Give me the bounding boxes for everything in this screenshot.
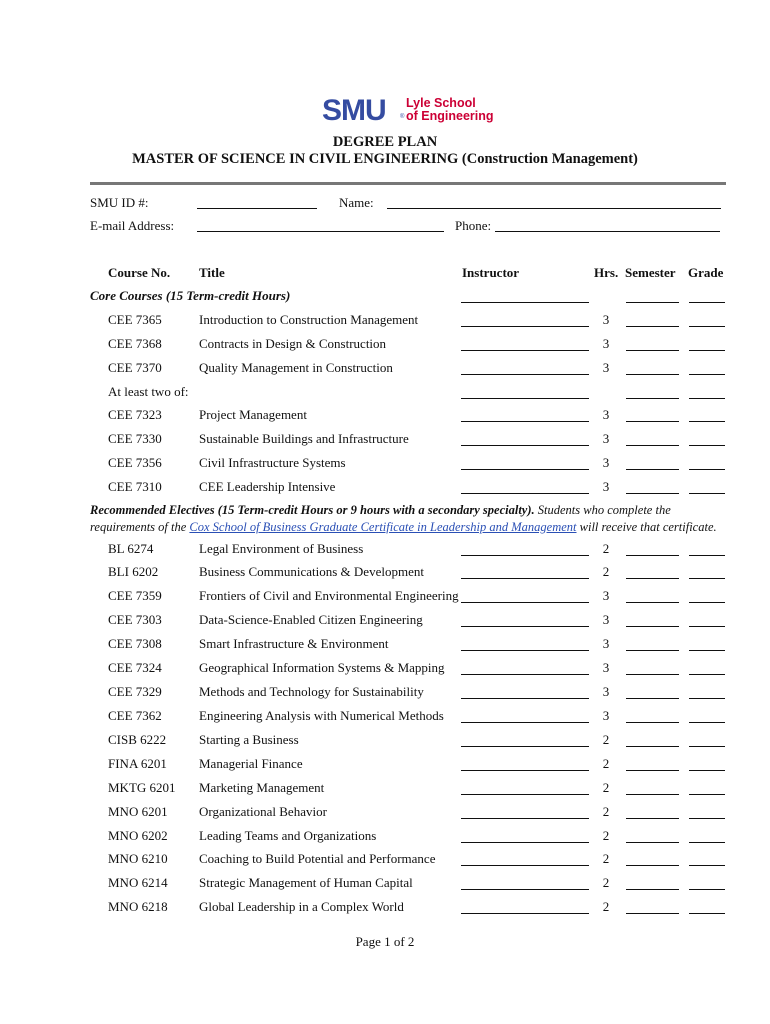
grade-blank[interactable]	[689, 398, 725, 399]
grade-blank[interactable]	[689, 889, 725, 890]
choice-heading-row	[0, 384, 770, 402]
course-hours: 3	[602, 612, 610, 627]
semester-blank[interactable]	[626, 889, 679, 890]
course-number: BLI 6202	[108, 564, 159, 579]
course-title: Frontiers of Civil and Environmental Engineering	[199, 588, 459, 603]
semester-blank[interactable]	[626, 626, 679, 627]
semester-blank[interactable]	[626, 374, 679, 375]
semester-blank[interactable]	[626, 746, 679, 747]
course-title: CEE Leadership Intensive	[199, 479, 336, 494]
instructor-blank[interactable]	[461, 913, 589, 914]
course-hours: 3	[602, 588, 610, 603]
semester-blank[interactable]	[626, 722, 679, 723]
grade-blank[interactable]	[689, 842, 725, 843]
course-row	[0, 312, 770, 330]
course-number: CEE 7324	[108, 660, 162, 675]
semester-blank[interactable]	[626, 794, 679, 795]
course-hours: 2	[602, 875, 610, 890]
grade-blank[interactable]	[689, 794, 725, 795]
electives-text-1: Students who complete the requirements of the	[90, 503, 671, 534]
course-number: FINA 6201	[108, 756, 167, 771]
grade-blank[interactable]	[689, 493, 725, 494]
grade-blank[interactable]	[689, 770, 725, 771]
instructor-blank[interactable]	[461, 770, 589, 771]
instructor-blank[interactable]	[461, 818, 589, 819]
grade-blank[interactable]	[689, 350, 725, 351]
course-title: Global Leadership in a Complex World	[199, 899, 404, 914]
course-number: MNO 6218	[108, 899, 168, 914]
grade-blank[interactable]	[689, 722, 725, 723]
course-row	[0, 541, 770, 559]
semester-blank[interactable]	[626, 421, 679, 422]
logo-smu-text: SMU	[322, 94, 386, 127]
course-number: CISB 6222	[108, 732, 167, 747]
course-hours: 3	[602, 407, 610, 422]
semester-blank[interactable]	[626, 398, 679, 399]
course-number: CEE 7303	[108, 612, 162, 627]
col-course-no: Course No.	[108, 265, 171, 280]
course-title: Engineering Analysis with Numerical Methods	[199, 708, 444, 723]
course-number: CEE 7356	[108, 455, 162, 470]
course-row	[0, 708, 770, 726]
at-least-label: At least two of:	[108, 384, 189, 399]
email-label: E-mail Address:	[90, 218, 175, 233]
course-hours: 3	[602, 479, 610, 494]
instructor-blank[interactable]	[461, 555, 589, 556]
instructor-blank[interactable]	[461, 302, 589, 303]
instructor-blank[interactable]	[461, 578, 589, 579]
course-row	[0, 407, 770, 425]
course-title: Smart Infrastructure & Environment	[199, 636, 389, 651]
instructor-blank[interactable]	[461, 722, 589, 723]
col-instructor: Instructor	[462, 265, 520, 280]
course-number: BL 6274	[108, 541, 154, 556]
course-hours: 2	[602, 851, 610, 866]
semester-blank[interactable]	[626, 770, 679, 771]
grade-blank[interactable]	[689, 913, 725, 914]
grade-blank[interactable]	[689, 650, 725, 651]
course-number: MNO 6214	[108, 875, 168, 890]
semester-blank[interactable]	[626, 698, 679, 699]
course-number: MKTG 6201	[108, 780, 176, 795]
course-number: CEE 7370	[108, 360, 162, 375]
col-semester: Semester	[625, 265, 676, 280]
instructor-blank[interactable]	[461, 889, 589, 890]
semester-blank[interactable]	[626, 674, 679, 675]
course-row	[0, 479, 770, 497]
course-title: Quality Management in Construction	[199, 360, 393, 375]
phone-label: Phone:	[455, 218, 492, 233]
course-number: CEE 7308	[108, 636, 162, 651]
course-row	[0, 899, 770, 917]
col-grade: Grade	[688, 265, 724, 280]
course-row	[0, 780, 770, 798]
semester-blank[interactable]	[626, 842, 679, 843]
semester-blank[interactable]	[626, 302, 679, 303]
course-number: CEE 7330	[108, 431, 162, 446]
electives-heading: Recommended Electives (15 Term-credit Hours or 9 hours with a secondary specialty).	[90, 503, 535, 517]
semester-blank[interactable]	[626, 493, 679, 494]
semester-blank[interactable]	[626, 469, 679, 470]
course-number: CEE 7359	[108, 588, 162, 603]
course-title: Civil Infrastructure Systems	[199, 455, 346, 470]
course-hours: 3	[602, 684, 610, 699]
course-hours: 2	[602, 899, 610, 914]
course-hours: 2	[602, 564, 610, 579]
course-row	[0, 612, 770, 630]
course-row	[0, 431, 770, 449]
instructor-blank[interactable]	[461, 398, 589, 399]
course-number: CEE 7329	[108, 684, 162, 699]
course-row	[0, 660, 770, 678]
grade-blank[interactable]	[689, 746, 725, 747]
course-hours: 2	[602, 541, 610, 556]
grade-blank[interactable]	[689, 626, 725, 627]
course-hours: 2	[602, 828, 610, 843]
semester-blank[interactable]	[626, 818, 679, 819]
course-row	[0, 756, 770, 774]
instructor-blank[interactable]	[461, 602, 589, 603]
course-title: Legal Environment of Business	[199, 541, 364, 556]
course-title: Leading Teams and Organizations	[199, 828, 377, 843]
course-number: CEE 7365	[108, 312, 162, 327]
course-number: CEE 7310	[108, 479, 162, 494]
semester-blank[interactable]	[626, 602, 679, 603]
semester-blank[interactable]	[626, 578, 679, 579]
instructor-blank[interactable]	[461, 842, 589, 843]
instructor-blank[interactable]	[461, 374, 589, 375]
instructor-blank[interactable]	[461, 865, 589, 866]
course-title: Strategic Management of Human Capital	[199, 875, 413, 890]
grade-blank[interactable]	[689, 555, 725, 556]
semester-blank[interactable]	[626, 445, 679, 446]
course-hours: 2	[602, 732, 610, 747]
grade-blank[interactable]	[689, 818, 725, 819]
grade-blank[interactable]	[689, 469, 725, 470]
grade-blank[interactable]	[689, 421, 725, 422]
semester-blank[interactable]	[626, 350, 679, 351]
smu-id-field[interactable]	[197, 208, 317, 209]
instructor-blank[interactable]	[461, 746, 589, 747]
course-title: Marketing Management	[199, 780, 325, 795]
document-title: DEGREE PLAN	[332, 134, 438, 150]
course-row	[0, 564, 770, 582]
course-row	[0, 360, 770, 378]
course-number: CEE 7368	[108, 336, 162, 351]
course-hours: 2	[602, 780, 610, 795]
instructor-blank[interactable]	[461, 674, 589, 675]
instructor-blank[interactable]	[461, 421, 589, 422]
course-row	[0, 455, 770, 473]
course-hours: 2	[602, 804, 610, 819]
col-hrs: Hrs.	[594, 265, 619, 280]
course-title: Data-Science-Enabled Citizen Engineering	[199, 612, 423, 627]
course-hours: 3	[602, 312, 610, 327]
page-number: Page 1 of 2	[355, 934, 415, 949]
course-row	[0, 732, 770, 750]
instructor-blank[interactable]	[461, 794, 589, 795]
electives-description	[90, 502, 730, 536]
course-row	[0, 828, 770, 846]
course-number: CEE 7362	[108, 708, 162, 723]
course-title: Business Communications & Development	[199, 564, 424, 579]
course-row	[0, 851, 770, 869]
semester-blank[interactable]	[626, 326, 679, 327]
course-row	[0, 875, 770, 893]
grade-blank[interactable]	[689, 326, 725, 327]
smu-lyle-logo	[322, 96, 502, 128]
instructor-blank[interactable]	[461, 445, 589, 446]
header-divider	[90, 182, 726, 185]
name-label: Name:	[339, 195, 374, 210]
core-heading: Core Courses (15 Term-credit Hours)	[90, 288, 291, 303]
course-title: Project Management	[199, 407, 307, 422]
instructor-blank[interactable]	[461, 698, 589, 699]
logo-registered-mark: ®	[400, 114, 405, 120]
col-title: Title	[199, 265, 225, 280]
course-hours: 3	[602, 360, 610, 375]
course-title: Managerial Finance	[199, 756, 303, 771]
course-hours: 3	[602, 660, 610, 675]
logo-school-line1: Lyle School	[406, 96, 476, 110]
course-title: Coaching to Build Potential and Performance	[199, 851, 436, 866]
grade-blank[interactable]	[689, 578, 725, 579]
instructor-blank[interactable]	[461, 326, 589, 327]
semester-blank[interactable]	[626, 913, 679, 914]
grade-blank[interactable]	[689, 674, 725, 675]
course-title: Organizational Behavior	[199, 804, 327, 819]
semester-blank[interactable]	[626, 555, 679, 556]
course-hours: 3	[602, 336, 610, 351]
grade-blank[interactable]	[689, 302, 725, 303]
course-hours: 2	[602, 756, 610, 771]
course-hours: 3	[602, 455, 610, 470]
grade-blank[interactable]	[689, 445, 725, 446]
course-number: MNO 6210	[108, 851, 168, 866]
course-number: CEE 7323	[108, 407, 162, 422]
course-title: Introduction to Construction Management	[199, 312, 419, 327]
certificate-link[interactable]: Cox School of Business Graduate Certificate in Leadership and Management	[189, 520, 577, 534]
name-field[interactable]	[387, 208, 721, 209]
instructor-blank[interactable]	[461, 626, 589, 627]
course-title: Geographical Information Systems & Mapping	[199, 660, 445, 675]
course-row	[0, 684, 770, 702]
instructor-blank[interactable]	[461, 650, 589, 651]
course-hours: 3	[602, 708, 610, 723]
core-heading-row	[0, 288, 770, 306]
course-title: Contracts in Design & Construction	[199, 336, 387, 351]
semester-blank[interactable]	[626, 650, 679, 651]
electives-text-2: will receive that certificate.	[576, 520, 717, 534]
grade-blank[interactable]	[689, 865, 725, 866]
course-hours: 3	[602, 636, 610, 651]
course-title: Sustainable Buildings and Infrastructure	[199, 431, 409, 446]
grade-blank[interactable]	[689, 698, 725, 699]
course-hours: 3	[602, 431, 610, 446]
grade-blank[interactable]	[689, 374, 725, 375]
course-title: Starting a Business	[199, 732, 299, 747]
course-number: MNO 6201	[108, 804, 168, 819]
course-title: Methods and Technology for Sustainability	[199, 684, 424, 699]
phone-field[interactable]	[495, 231, 720, 232]
program-title: MASTER OF SCIENCE IN CIVIL ENGINEERING (Construction Management)	[132, 151, 638, 167]
course-row	[0, 336, 770, 354]
logo-school-line2: of Engineering	[406, 109, 494, 123]
smu-id-label: SMU ID #:	[90, 195, 149, 210]
instructor-blank[interactable]	[461, 469, 589, 470]
semester-blank[interactable]	[626, 865, 679, 866]
course-row	[0, 804, 770, 822]
instructor-blank[interactable]	[461, 350, 589, 351]
course-number: MNO 6202	[108, 828, 168, 843]
grade-blank[interactable]	[689, 602, 725, 603]
course-row	[0, 588, 770, 606]
course-row	[0, 636, 770, 654]
logo-school-name	[406, 97, 494, 123]
email-field[interactable]	[197, 231, 444, 232]
instructor-blank[interactable]	[461, 493, 589, 494]
